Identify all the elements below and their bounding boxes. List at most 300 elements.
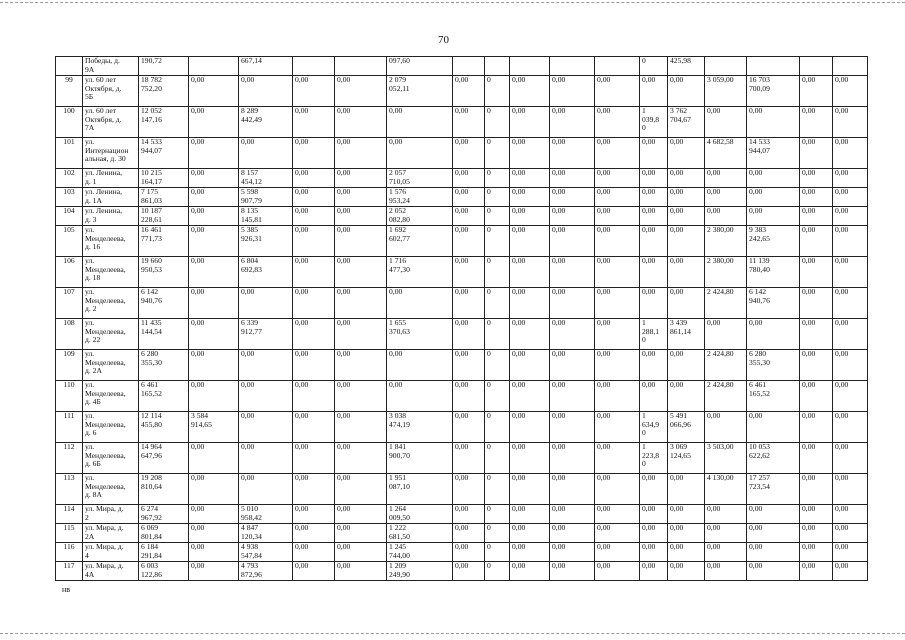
value-cell: 0,00 (595, 505, 640, 524)
value-cell: 0,00 (640, 505, 668, 524)
value-cell: 1 288,1 0 (640, 319, 668, 350)
value-cell: 0,00 (595, 350, 640, 381)
value-cell: 0 (485, 76, 510, 107)
value-cell: 0,00 (335, 350, 387, 381)
value-cell (485, 57, 510, 76)
value-cell: 0,00 (668, 226, 705, 257)
value-cell: 0,00 (293, 412, 335, 443)
value-cell: 0,00 (668, 257, 705, 288)
value-cell: 0,00 (293, 474, 335, 505)
value-cell: 0,00 (550, 524, 595, 543)
value-cell (189, 57, 239, 76)
value-cell: 0,00 (550, 169, 595, 188)
value-cell: 0 (485, 107, 510, 138)
value-cell: 0,00 (550, 138, 595, 169)
value-cell: 0,00 (335, 412, 387, 443)
value-cell: 0,00 (453, 543, 485, 562)
value-cell: 0,00 (595, 76, 640, 107)
value-cell: 0,00 (668, 505, 705, 524)
value-cell: 0,00 (833, 350, 868, 381)
value-cell: 0,00 (833, 412, 868, 443)
row-number-cell: 103 (56, 188, 83, 207)
row-number-cell: 104 (56, 207, 83, 226)
value-cell: 12 114 455,80 (139, 412, 189, 443)
row-number-cell: 114 (56, 505, 83, 524)
value-cell: 0,00 (800, 257, 833, 288)
value-cell: 0,00 (189, 474, 239, 505)
value-cell: 0,00 (387, 107, 453, 138)
value-cell: 0,00 (833, 76, 868, 107)
table-row (56, 524, 868, 543)
value-cell: 0,00 (747, 319, 800, 350)
value-cell: 5 491 066,96 (668, 412, 705, 443)
value-cell (705, 57, 747, 76)
value-cell: 0,00 (293, 524, 335, 543)
value-cell: 0,00 (510, 543, 550, 562)
row-number-cell: 99 (56, 76, 83, 107)
value-cell: 0,00 (239, 288, 293, 319)
value-cell: 0,00 (510, 138, 550, 169)
value-cell: 0,00 (189, 288, 239, 319)
value-cell: 0,00 (640, 350, 668, 381)
page-bottom-edge (0, 633, 905, 634)
value-cell: 0,00 (833, 207, 868, 226)
value-cell: 8 289 442,49 (239, 107, 293, 138)
address-cell: ул. 60 лет Октября, д. 7А (83, 107, 139, 138)
value-cell: 19 660 950,53 (139, 257, 189, 288)
value-cell: 19 208 810,64 (139, 474, 189, 505)
value-cell: 0,00 (668, 138, 705, 169)
value-cell: 0,00 (833, 288, 868, 319)
address-cell: ул. Мира, д. 2А (83, 524, 139, 543)
value-cell: 0,00 (595, 474, 640, 505)
value-cell: 0,00 (640, 562, 668, 581)
value-cell: 0,00 (510, 443, 550, 474)
value-cell: 0,00 (387, 288, 453, 319)
value-cell: 0,00 (293, 138, 335, 169)
row-number-cell: 106 (56, 257, 83, 288)
value-cell: 0,00 (595, 288, 640, 319)
value-cell: 2 052 082,80 (387, 207, 453, 226)
value-cell: 0 (485, 412, 510, 443)
value-cell: 4 793 872,96 (239, 562, 293, 581)
value-cell: 0,00 (800, 169, 833, 188)
value-cell: 0,00 (833, 257, 868, 288)
value-cell: 0,00 (335, 76, 387, 107)
value-cell: 0,00 (293, 505, 335, 524)
table-row (56, 188, 868, 207)
value-cell: 0,00 (550, 188, 595, 207)
value-cell: 0,00 (833, 138, 868, 169)
table-row (56, 350, 868, 381)
value-cell: 0,00 (453, 169, 485, 188)
value-cell: 0,00 (550, 562, 595, 581)
value-cell: 6 142 940,76 (139, 288, 189, 319)
value-cell: 5 010 958,42 (239, 505, 293, 524)
value-cell: 0,00 (833, 169, 868, 188)
value-cell: 0 (485, 188, 510, 207)
value-cell: 0,00 (335, 443, 387, 474)
address-cell: ул. Интернацион альная, д. 30 (83, 138, 139, 169)
value-cell: 0,00 (453, 381, 485, 412)
table-row (56, 443, 868, 474)
value-cell: 6 142 940,76 (747, 288, 800, 319)
value-cell (550, 57, 595, 76)
value-cell: 0,00 (833, 505, 868, 524)
value-cell: 0,00 (189, 138, 239, 169)
value-cell: 0,00 (550, 319, 595, 350)
value-cell: 6 461 165,52 (747, 381, 800, 412)
value-cell: 3 439 861,14 (668, 319, 705, 350)
value-cell: 3 503,00 (705, 443, 747, 474)
address-cell: ул. Менделеева, д. 8А (83, 474, 139, 505)
value-cell: 0,00 (705, 524, 747, 543)
value-cell: 0,00 (189, 443, 239, 474)
value-cell: 10 053 622,62 (747, 443, 800, 474)
value-cell: 9 383 242,65 (747, 226, 800, 257)
value-cell: 1 245 744,00 (387, 543, 453, 562)
value-cell: 0,00 (595, 226, 640, 257)
value-cell: 0,00 (595, 443, 640, 474)
value-cell: 5 598 907,79 (239, 188, 293, 207)
value-cell: 0,00 (335, 169, 387, 188)
table-row (56, 474, 868, 505)
value-cell: 1 655 370,63 (387, 319, 453, 350)
row-number-cell: 117 (56, 562, 83, 581)
value-cell: 0,00 (595, 543, 640, 562)
value-cell: 0,00 (705, 505, 747, 524)
table-row (56, 207, 868, 226)
address-cell: ул. Ленина, д. 1А (83, 188, 139, 207)
row-number-cell: 100 (56, 107, 83, 138)
value-cell: 2 424,80 (705, 381, 747, 412)
value-cell: 0,00 (668, 350, 705, 381)
value-cell: 0,00 (335, 226, 387, 257)
value-cell: 0,00 (747, 524, 800, 543)
row-number-cell: 111 (56, 412, 83, 443)
address-cell: ул. Менделеева, д. 4Б (83, 381, 139, 412)
value-cell: 0,00 (705, 188, 747, 207)
value-cell: 0,00 (640, 381, 668, 412)
value-cell: 0,00 (833, 188, 868, 207)
value-cell: 0,00 (510, 169, 550, 188)
value-cell: 11 139 780,40 (747, 257, 800, 288)
value-cell: 1 576 953,24 (387, 188, 453, 207)
value-cell: 2 079 052,11 (387, 76, 453, 107)
table-row (56, 412, 868, 443)
value-cell: 0 (485, 319, 510, 350)
value-cell: 0,00 (189, 350, 239, 381)
value-cell: 0,00 (387, 138, 453, 169)
value-cell: 0,00 (800, 562, 833, 581)
value-cell: 0,00 (189, 543, 239, 562)
value-cell: 0,00 (453, 257, 485, 288)
value-cell: 0,00 (335, 474, 387, 505)
value-cell: 0,00 (705, 319, 747, 350)
address-cell: Победы, д. 9А (83, 57, 139, 76)
row-number-cell: 112 (56, 443, 83, 474)
value-cell: 0 (485, 257, 510, 288)
value-cell: 0,00 (510, 412, 550, 443)
value-cell: 0,00 (293, 76, 335, 107)
value-cell: 0,00 (705, 543, 747, 562)
value-cell: 0,00 (833, 107, 868, 138)
value-cell: 0,00 (510, 107, 550, 138)
value-cell: 0,00 (550, 76, 595, 107)
value-cell: 6 069 801,84 (139, 524, 189, 543)
value-cell: 18 782 752,20 (139, 76, 189, 107)
value-cell: 0,00 (510, 562, 550, 581)
value-cell: 0,00 (550, 474, 595, 505)
address-cell: ул. Менделеева, д. 2А (83, 350, 139, 381)
value-cell: 0,00 (293, 319, 335, 350)
value-cell: 0,00 (293, 188, 335, 207)
value-cell: 0,00 (550, 505, 595, 524)
value-cell: 6 280 355,30 (747, 350, 800, 381)
value-cell: 6 804 692,83 (239, 257, 293, 288)
value-cell: 0,00 (595, 207, 640, 226)
value-cell: 14 533 944,07 (747, 138, 800, 169)
value-cell: 0 (640, 57, 668, 76)
value-cell: 0,00 (510, 226, 550, 257)
value-cell: 0,00 (335, 138, 387, 169)
value-cell: 0,00 (510, 188, 550, 207)
value-cell: 0,00 (640, 543, 668, 562)
value-cell: 0,00 (510, 319, 550, 350)
value-cell: 0,00 (453, 188, 485, 207)
value-cell: 0,00 (800, 288, 833, 319)
value-cell: 16 461 771,73 (139, 226, 189, 257)
value-cell: 6 184 291,84 (139, 543, 189, 562)
row-number-cell: 109 (56, 350, 83, 381)
value-cell: 3 762 704,67 (668, 107, 705, 138)
value-cell: 2 057 710,05 (387, 169, 453, 188)
value-cell: 0,00 (239, 350, 293, 381)
value-cell: 1 951 087,10 (387, 474, 453, 505)
value-cell: 10 187 228,61 (139, 207, 189, 226)
value-cell: 14 533 944,07 (139, 138, 189, 169)
value-cell: 4 847 120,34 (239, 524, 293, 543)
value-cell: 6 461 165,52 (139, 381, 189, 412)
value-cell: 097,60 (387, 57, 453, 76)
value-cell: 0,00 (335, 543, 387, 562)
value-cell: 0,00 (800, 381, 833, 412)
value-cell: 11 435 144,54 (139, 319, 189, 350)
value-cell: 0,00 (705, 562, 747, 581)
value-cell: 0,00 (453, 76, 485, 107)
value-cell: 0,00 (668, 188, 705, 207)
value-cell: 0,00 (800, 138, 833, 169)
value-cell: 0,00 (705, 207, 747, 226)
value-cell: 5 385 926,31 (239, 226, 293, 257)
table-row (56, 257, 868, 288)
value-cell: 0,00 (668, 474, 705, 505)
page-number: 70 (438, 34, 449, 46)
value-cell: 4 682,58 (705, 138, 747, 169)
table-row (56, 543, 868, 562)
value-cell: 0,00 (595, 319, 640, 350)
value-cell: 1 634,9 0 (640, 412, 668, 443)
value-cell: 0,00 (747, 169, 800, 188)
value-cell: 0,00 (453, 443, 485, 474)
value-cell: 0,00 (387, 381, 453, 412)
value-cell (747, 57, 800, 76)
value-cell: 0,00 (595, 169, 640, 188)
value-cell: 0,00 (335, 207, 387, 226)
value-cell: 1 692 602,77 (387, 226, 453, 257)
value-cell: 0,00 (293, 107, 335, 138)
table-row (56, 288, 868, 319)
value-cell: 0,00 (510, 474, 550, 505)
value-cell: 0,00 (668, 524, 705, 543)
value-cell: 0,00 (550, 412, 595, 443)
value-cell: 6 280 355,30 (139, 350, 189, 381)
row-number-cell: 101 (56, 138, 83, 169)
row-number-cell: 116 (56, 543, 83, 562)
address-cell: ул. Ленина, д. 1 (83, 169, 139, 188)
value-cell: 0,00 (800, 505, 833, 524)
value-cell: 0,00 (293, 350, 335, 381)
value-cell: 0,00 (189, 107, 239, 138)
value-cell: 8 157 454,12 (239, 169, 293, 188)
value-cell: 0,00 (640, 257, 668, 288)
value-cell: 2 380,00 (705, 257, 747, 288)
address-cell: ул. 60 лет Октября, д. 5Б (83, 76, 139, 107)
row-number-cell: 105 (56, 226, 83, 257)
value-cell: 0,00 (550, 257, 595, 288)
value-cell: 0,00 (550, 107, 595, 138)
value-cell: 0,00 (747, 543, 800, 562)
value-cell: 0 (485, 381, 510, 412)
value-cell: 0,00 (293, 257, 335, 288)
value-cell: 4 130,00 (705, 474, 747, 505)
value-cell: 0,00 (668, 543, 705, 562)
value-cell: 0,00 (239, 443, 293, 474)
value-cell: 0,00 (800, 207, 833, 226)
value-cell: 0,00 (335, 319, 387, 350)
footer-mark: нв (62, 585, 71, 594)
value-cell: 0,00 (510, 350, 550, 381)
value-cell: 0,00 (833, 524, 868, 543)
value-cell: 0,00 (189, 562, 239, 581)
value-cell: 0,00 (550, 543, 595, 562)
value-cell: 0,00 (640, 138, 668, 169)
value-cell: 0,00 (833, 226, 868, 257)
value-cell: 0,00 (550, 226, 595, 257)
value-cell: 0,00 (640, 226, 668, 257)
value-cell: 0,00 (800, 474, 833, 505)
value-cell: 0,00 (747, 562, 800, 581)
value-cell: 0,00 (747, 412, 800, 443)
value-cell: 0,00 (705, 169, 747, 188)
value-cell: 0,00 (453, 319, 485, 350)
value-cell (595, 57, 640, 76)
value-cell: 3 584 914,65 (189, 412, 239, 443)
value-cell: 0,00 (833, 443, 868, 474)
value-cell: 0,00 (800, 188, 833, 207)
value-cell (833, 57, 868, 76)
value-cell: 0,00 (800, 350, 833, 381)
value-cell: 0,00 (189, 319, 239, 350)
value-cell: 1 039,8 0 (640, 107, 668, 138)
value-cell: 0,00 (668, 76, 705, 107)
value-cell: 1 841 900,70 (387, 443, 453, 474)
value-cell: 0,00 (293, 226, 335, 257)
value-cell: 1 223,8 0 (640, 443, 668, 474)
value-cell: 0,00 (668, 169, 705, 188)
value-cell: 0,00 (189, 207, 239, 226)
value-cell: 0,00 (800, 543, 833, 562)
address-cell: ул. Ленина, д. 3 (83, 207, 139, 226)
value-cell: 0,00 (705, 107, 747, 138)
value-cell: 0,00 (239, 138, 293, 169)
value-cell: 0,00 (800, 412, 833, 443)
value-cell: 2 380,00 (705, 226, 747, 257)
value-cell: 0,00 (189, 76, 239, 107)
value-cell: 0,00 (293, 207, 335, 226)
value-cell: 0 (485, 207, 510, 226)
value-cell: 12 052 147,16 (139, 107, 189, 138)
value-cell: 0,00 (189, 257, 239, 288)
value-cell: 2 424,80 (705, 288, 747, 319)
value-cell: 1 716 477,30 (387, 257, 453, 288)
address-cell: ул. Мира, д. 4А (83, 562, 139, 581)
table-row (56, 505, 868, 524)
value-cell: 0,00 (453, 207, 485, 226)
value-cell: 0,00 (705, 412, 747, 443)
value-cell: 0,00 (189, 188, 239, 207)
value-cell: 0,00 (335, 524, 387, 543)
value-cell: 0,00 (595, 412, 640, 443)
value-cell: 0,00 (453, 288, 485, 319)
value-cell: 2 424,80 (705, 350, 747, 381)
value-cell (800, 57, 833, 76)
value-cell: 0,00 (293, 288, 335, 319)
row-number-cell (56, 57, 83, 76)
table-row (56, 381, 868, 412)
table-row (56, 107, 868, 138)
value-cell (453, 57, 485, 76)
value-cell: 0,00 (239, 412, 293, 443)
value-cell: 0,00 (293, 381, 335, 412)
table-row (56, 226, 868, 257)
value-cell: 0,00 (453, 524, 485, 543)
row-number-cell: 108 (56, 319, 83, 350)
row-number-cell: 102 (56, 169, 83, 188)
value-cell: 425,98 (668, 57, 705, 76)
value-cell: 0,00 (833, 562, 868, 581)
value-cell: 14 964 647,96 (139, 443, 189, 474)
value-cell: 0,00 (800, 226, 833, 257)
value-cell: 1 222 681,50 (387, 524, 453, 543)
value-cell (510, 57, 550, 76)
value-cell: 0,00 (668, 562, 705, 581)
value-cell: 0,00 (550, 350, 595, 381)
value-cell: 0,00 (640, 207, 668, 226)
value-cell: 667,14 (239, 57, 293, 76)
value-cell: 6 339 912,77 (239, 319, 293, 350)
value-cell: 0,00 (833, 381, 868, 412)
value-cell: 0,00 (800, 524, 833, 543)
value-cell: 0 (485, 226, 510, 257)
value-cell: 0,00 (640, 76, 668, 107)
value-cell: 0,00 (800, 76, 833, 107)
value-cell: 0,00 (335, 288, 387, 319)
value-cell: 0,00 (293, 543, 335, 562)
value-cell: 0,00 (595, 524, 640, 543)
value-cell: 0,00 (189, 381, 239, 412)
value-cell: 0,00 (668, 207, 705, 226)
